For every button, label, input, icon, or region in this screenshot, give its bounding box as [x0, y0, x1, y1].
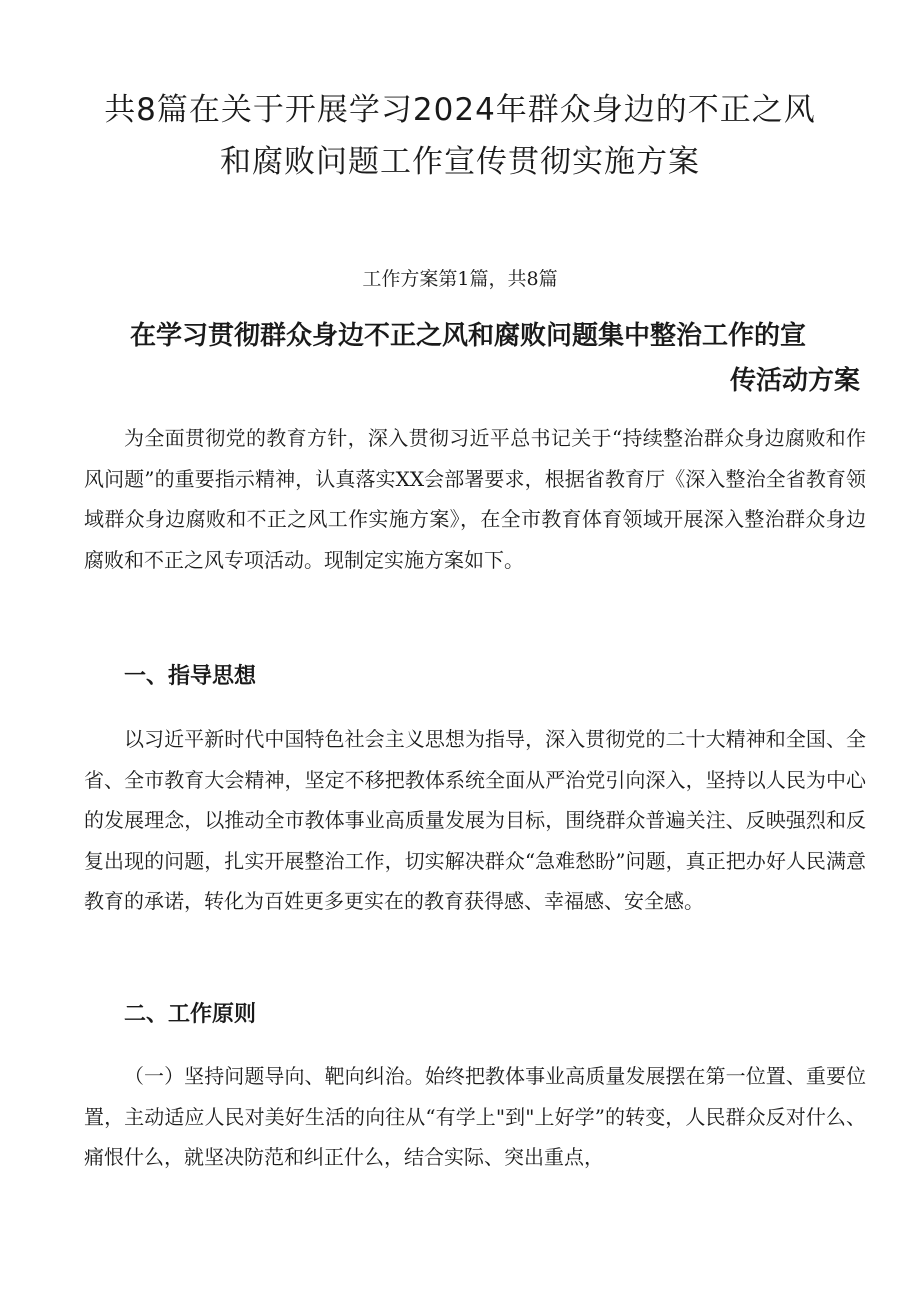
plan-subtitle — [112, 314, 860, 404]
intro-paragraph: 为全面贯彻党的教育方针，深入贯彻习近平总书记关于“持续整治群众身边腐败和作风问题”的重要指示精神，认真落实XX会部署要求，根据省教育厅《深入整治全省教育领域群众身边腐败和不正之风工作实施方案》，在全市教育体育领域开展深入整治群众身边腐败和不正之风专项活动。现制定实施方案如下。 — [84, 426, 866, 572]
part-label: 工作方案第1篇，共8篇 — [362, 268, 558, 290]
document-title — [60, 84, 860, 188]
section-heading-guiding-ideology: 一、指导思想 — [124, 664, 257, 689]
plan-subtitle-line-1: 在学习贯彻群众身边不正之风和腐败问题集中整治工作的宣 — [130, 321, 807, 351]
plan-subtitle-line-2: 传活动方案 — [729, 366, 860, 396]
section-body-guiding-ideology: 以习近平新时代中国特色社会主义思想为指导，深入贯彻党的二十大精神和全国、全省、全市教育大会精神，坚定不移把教体系统全面从严治党引向深入，坚持以人民为中心的发展理念，以推动全市教体事业高质量发展为目标，围绕群众普遍关注、反映强烈和反复出现的问题，扎实开展整治工作，切实解决群众“急难愁盼”问题，真正把办好人民满意教育的承诺，转化为百姓更多更实在的教育获得感、幸福感、安全感。 — [84, 727, 866, 913]
section-body-work-principles: （一）坚持问题导向、靶向纠治。始终把教体事业高质量发展摆在第一位置、重要位置，主动适应人民对美好生活的向往从“有学上"到"上好学”的转变，人民群众反对什么、痛恨什么，就坚决防范和纠正什么，结合实际、突出重点， — [84, 1064, 866, 1169]
document-title-line-1: 共8篇在关于开展学习2024年群众身边的不正之风 — [104, 92, 816, 128]
section-heading-work-principles: 二、工作原则 — [124, 1002, 257, 1027]
document-title-line-2: 和腐败问题工作宣传贯彻实施方案 — [220, 144, 700, 180]
